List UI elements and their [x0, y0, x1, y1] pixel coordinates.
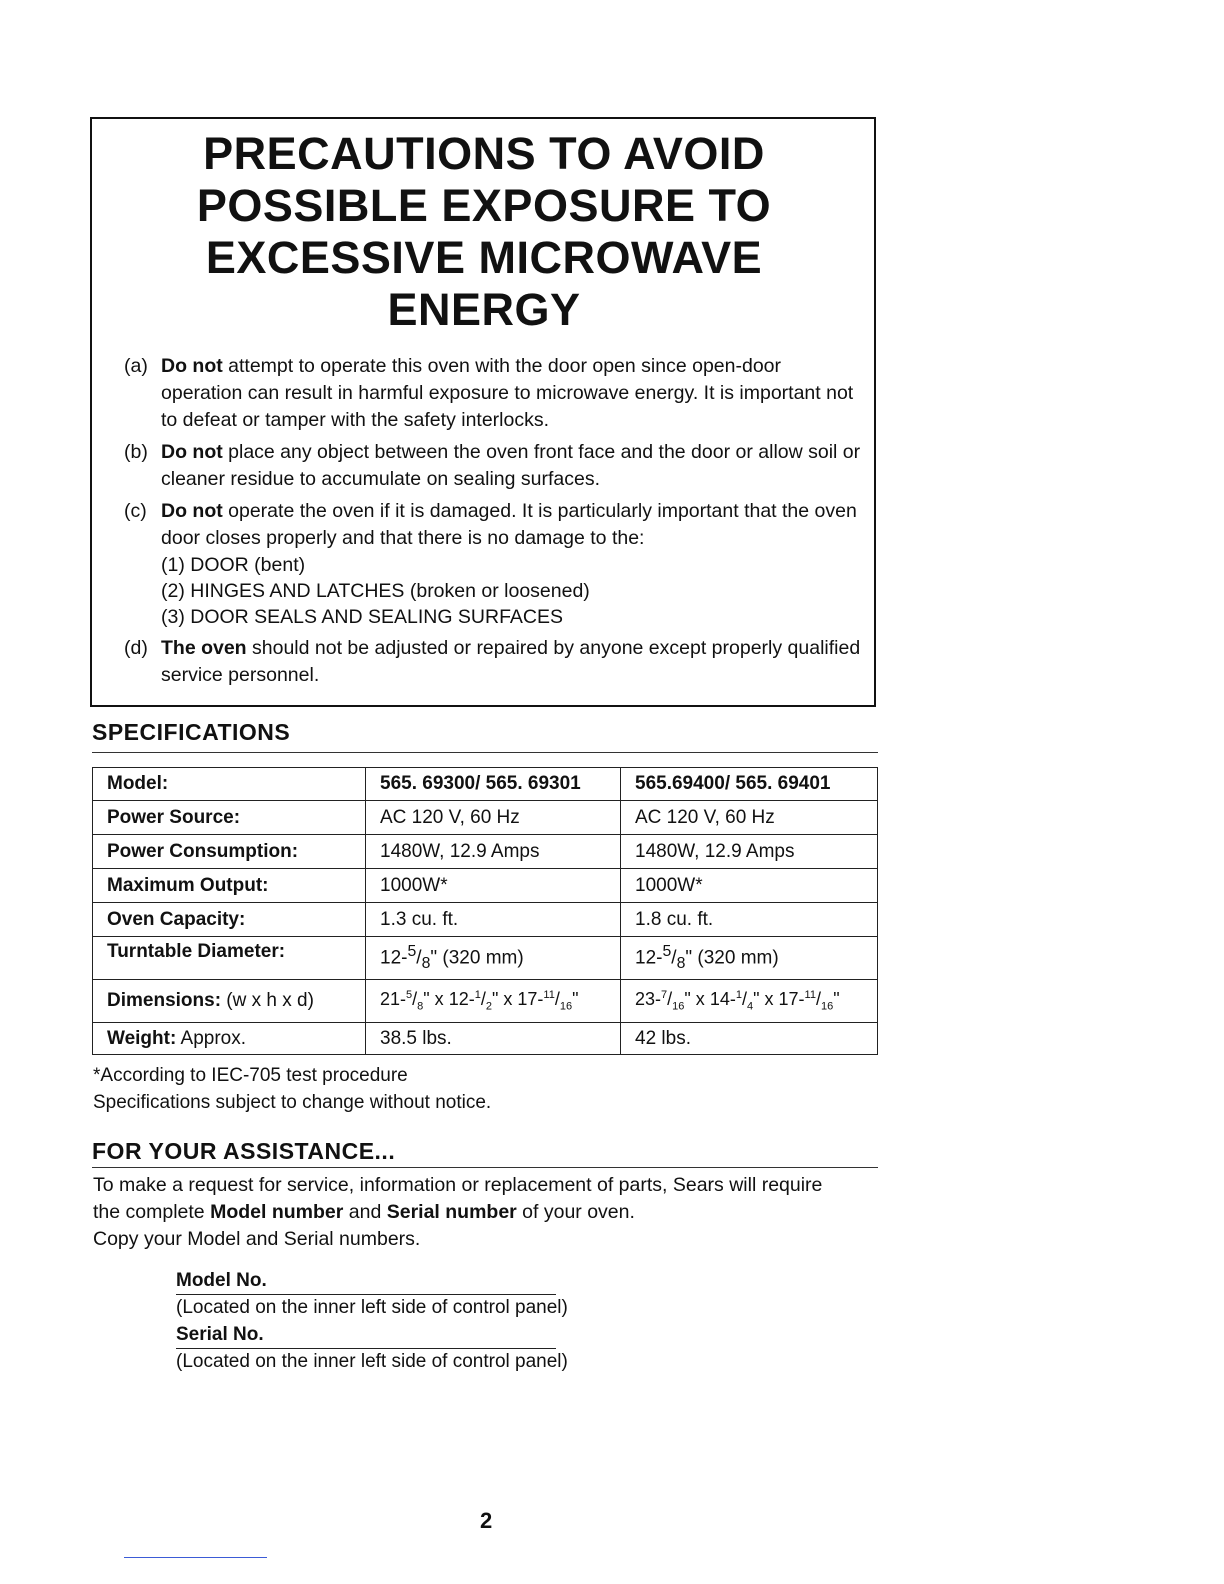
frac-den: 16	[820, 1000, 834, 1013]
specifications-heading: SPECIFICATIONS	[92, 719, 291, 745]
frac-whole: 12-	[380, 947, 408, 969]
specifications-table	[92, 767, 878, 1055]
model-value: 565. 69300/ 565. 69301	[366, 768, 621, 801]
notice: Specifications subject to change without notice.	[93, 1092, 492, 1113]
table-row	[93, 903, 878, 937]
table-row	[93, 768, 878, 801]
damage-list	[161, 552, 864, 630]
dimensions-label-suffix: (w x h x d)	[221, 990, 314, 1011]
frac-den: 16	[672, 1000, 685, 1013]
text-span: of your oven.	[516, 1201, 635, 1223]
serial-number-field	[176, 1322, 568, 1375]
assistance-rule	[92, 1167, 878, 1168]
spec-label: Turntable Diameter:	[93, 937, 366, 980]
table-row	[93, 869, 878, 903]
frac-whole: 23-	[635, 989, 662, 1010]
spec-value: 38.5 lbs.	[366, 1023, 621, 1055]
spec-label: Power Source:	[93, 801, 366, 835]
frac-num: 1	[735, 989, 742, 1002]
item-lead: Do not	[161, 500, 223, 522]
title-line: POSSIBLE EXPOSURE TO	[196, 180, 772, 231]
spec-value: 1000W*	[621, 869, 878, 903]
table-row	[93, 801, 878, 835]
item-text: should not be adjusted or repaired by anyone except properly qualified service personnel.	[161, 637, 861, 686]
spec-label	[93, 1023, 366, 1055]
frac-num: 5	[406, 989, 413, 1002]
frac-rest: " (320 mm)	[430, 947, 524, 969]
frac-tail: "	[572, 989, 579, 1010]
turntable-value: $12-^5/_8$" (320 mm)	[621, 937, 878, 980]
spec-label: Oven Capacity:	[93, 903, 366, 937]
assistance-paragraph	[93, 1172, 853, 1226]
title-line: EXCESSIVE MICROWAVE	[205, 232, 763, 283]
frac-num: 11	[804, 989, 816, 1002]
item-lead: Do not	[161, 355, 223, 377]
frac-whole: 17-	[517, 989, 544, 1010]
frac-whole: 14-	[709, 989, 736, 1010]
damage-item: (3) DOOR SEALS AND SEALING SURFACES	[161, 606, 564, 628]
spec-value: AC 120 V, 60 Hz	[366, 801, 621, 835]
precaution-item-c	[124, 498, 864, 630]
serial-number-location: (Located on the inner left side of control panel)	[176, 1351, 568, 1372]
model-number-emphasis: Model number	[210, 1201, 344, 1223]
frac-den: 16	[559, 1000, 573, 1013]
spec-value: 1.3 cu. ft.	[366, 903, 621, 937]
specifications-rule	[92, 752, 878, 753]
assistance-text	[93, 1172, 853, 1253]
spec-value: 1000W*	[366, 869, 621, 903]
frac-num: 1	[474, 989, 481, 1002]
assistance-instruction: Copy your Model and Serial numbers.	[93, 1228, 421, 1250]
frac-den: 4	[746, 1000, 754, 1013]
table-row	[93, 980, 878, 1023]
spec-value: 1480W, 12.9 Amps	[621, 835, 878, 869]
model-number-field	[176, 1268, 568, 1321]
title-line: ENERGY	[387, 284, 581, 335]
frac-den: 8	[417, 1000, 424, 1013]
frac-whole: 12-	[448, 989, 475, 1010]
assistance-heading: FOR YOUR ASSISTANCE...	[92, 1138, 396, 1164]
table-row	[93, 1023, 878, 1055]
precaution-item-b	[124, 439, 864, 493]
frac-whole: 21-	[380, 989, 407, 1010]
frac-whole: 17-	[778, 989, 805, 1010]
item-text: attempt to operate this oven with the door open since open-door operation can result in harmful exposure to microwave energy. It is important not to defeat or tamper with the safety interlocks.	[161, 355, 854, 431]
spec-label	[93, 980, 366, 1023]
dimensions-label: Dimensions:	[107, 990, 222, 1011]
item-letter: (a)	[124, 355, 148, 377]
frac-tail: " x	[491, 989, 518, 1010]
turntable-value: $12-^5/_8$" (320 mm)	[366, 937, 621, 980]
frac-den: 8	[421, 955, 431, 973]
text-span: and	[343, 1201, 387, 1223]
table-row	[93, 937, 878, 980]
page-number: 2	[480, 1508, 493, 1533]
frac-num: 11	[543, 989, 555, 1002]
item-letter: (c)	[124, 500, 147, 522]
table-row	[93, 835, 878, 869]
frac-tail: "	[833, 989, 840, 1010]
frac-num: 5	[662, 942, 672, 960]
item-text: operate the oven if it is damaged. It is particularly important that the oven door closes properly and that there is no damage to the:	[161, 500, 857, 549]
precautions-list	[124, 353, 864, 694]
item-letter: (d)	[124, 637, 148, 659]
damage-item: (2) HINGES AND LATCHES (broken or loosened)	[161, 580, 590, 602]
weight-label-suffix: Approx.	[176, 1027, 247, 1049]
damage-item: (1) DOOR (bent)	[161, 554, 306, 576]
title-line: PRECAUTIONS TO AVOID	[203, 128, 765, 179]
spec-value: AC 120 V, 60 Hz	[621, 801, 878, 835]
frac-tail: " x	[423, 989, 449, 1010]
model-number-location: (Located on the inner left side of control panel)	[176, 1297, 568, 1318]
frac-den: 8	[676, 955, 686, 973]
frac-num: 5	[407, 942, 417, 960]
item-text: place any object between the oven front face and the door or allow soil or cleaner residue to accumulate on sealing surfaces.	[161, 441, 861, 490]
precaution-item-d	[124, 635, 864, 689]
model-number-label: Model No.	[176, 1268, 556, 1295]
weight-label: Weight:	[107, 1027, 177, 1049]
footnote: *According to IEC-705 test procedure	[93, 1065, 408, 1086]
model-value: 565.69400/ 565. 69401	[621, 768, 878, 801]
frac-rest: " (320 mm)	[685, 947, 779, 969]
frac-num: 7	[661, 989, 668, 1002]
bottom-divider	[124, 1557, 267, 1558]
frac-whole: 12-	[635, 947, 663, 969]
spec-label: Maximum Output:	[93, 869, 366, 903]
spec-value: 42 lbs.	[621, 1023, 878, 1055]
spec-value: 1.8 cu. ft.	[621, 903, 878, 937]
spec-value: 1480W, 12.9 Amps	[366, 835, 621, 869]
precautions-title	[92, 128, 876, 336]
frac-tail: " x	[753, 989, 779, 1010]
serial-number-label: Serial No.	[176, 1322, 556, 1349]
spec-label: Power Consumption:	[93, 835, 366, 869]
dimensions-value: $23-^7/_{16}$" x $14-^1/_4$" x $17-^{11}/_{16}$"	[621, 980, 878, 1023]
precaution-item-a	[124, 353, 864, 434]
spec-label: Model:	[93, 768, 366, 801]
item-lead: The oven	[161, 637, 247, 659]
serial-number-emphasis: Serial number	[386, 1201, 517, 1223]
frac-tail: " x	[684, 989, 710, 1010]
dimensions-value: $21-^5/_8$" x $12-^1/_2$" x $17-^{11}/_{16}$"	[366, 980, 621, 1023]
item-letter: (b)	[124, 441, 148, 463]
text-span: To make a request for service, information or replacement of parts, Sears will require the complete	[93, 1174, 823, 1223]
frac-den: 2	[485, 1000, 492, 1013]
item-lead: Do not	[161, 441, 223, 463]
